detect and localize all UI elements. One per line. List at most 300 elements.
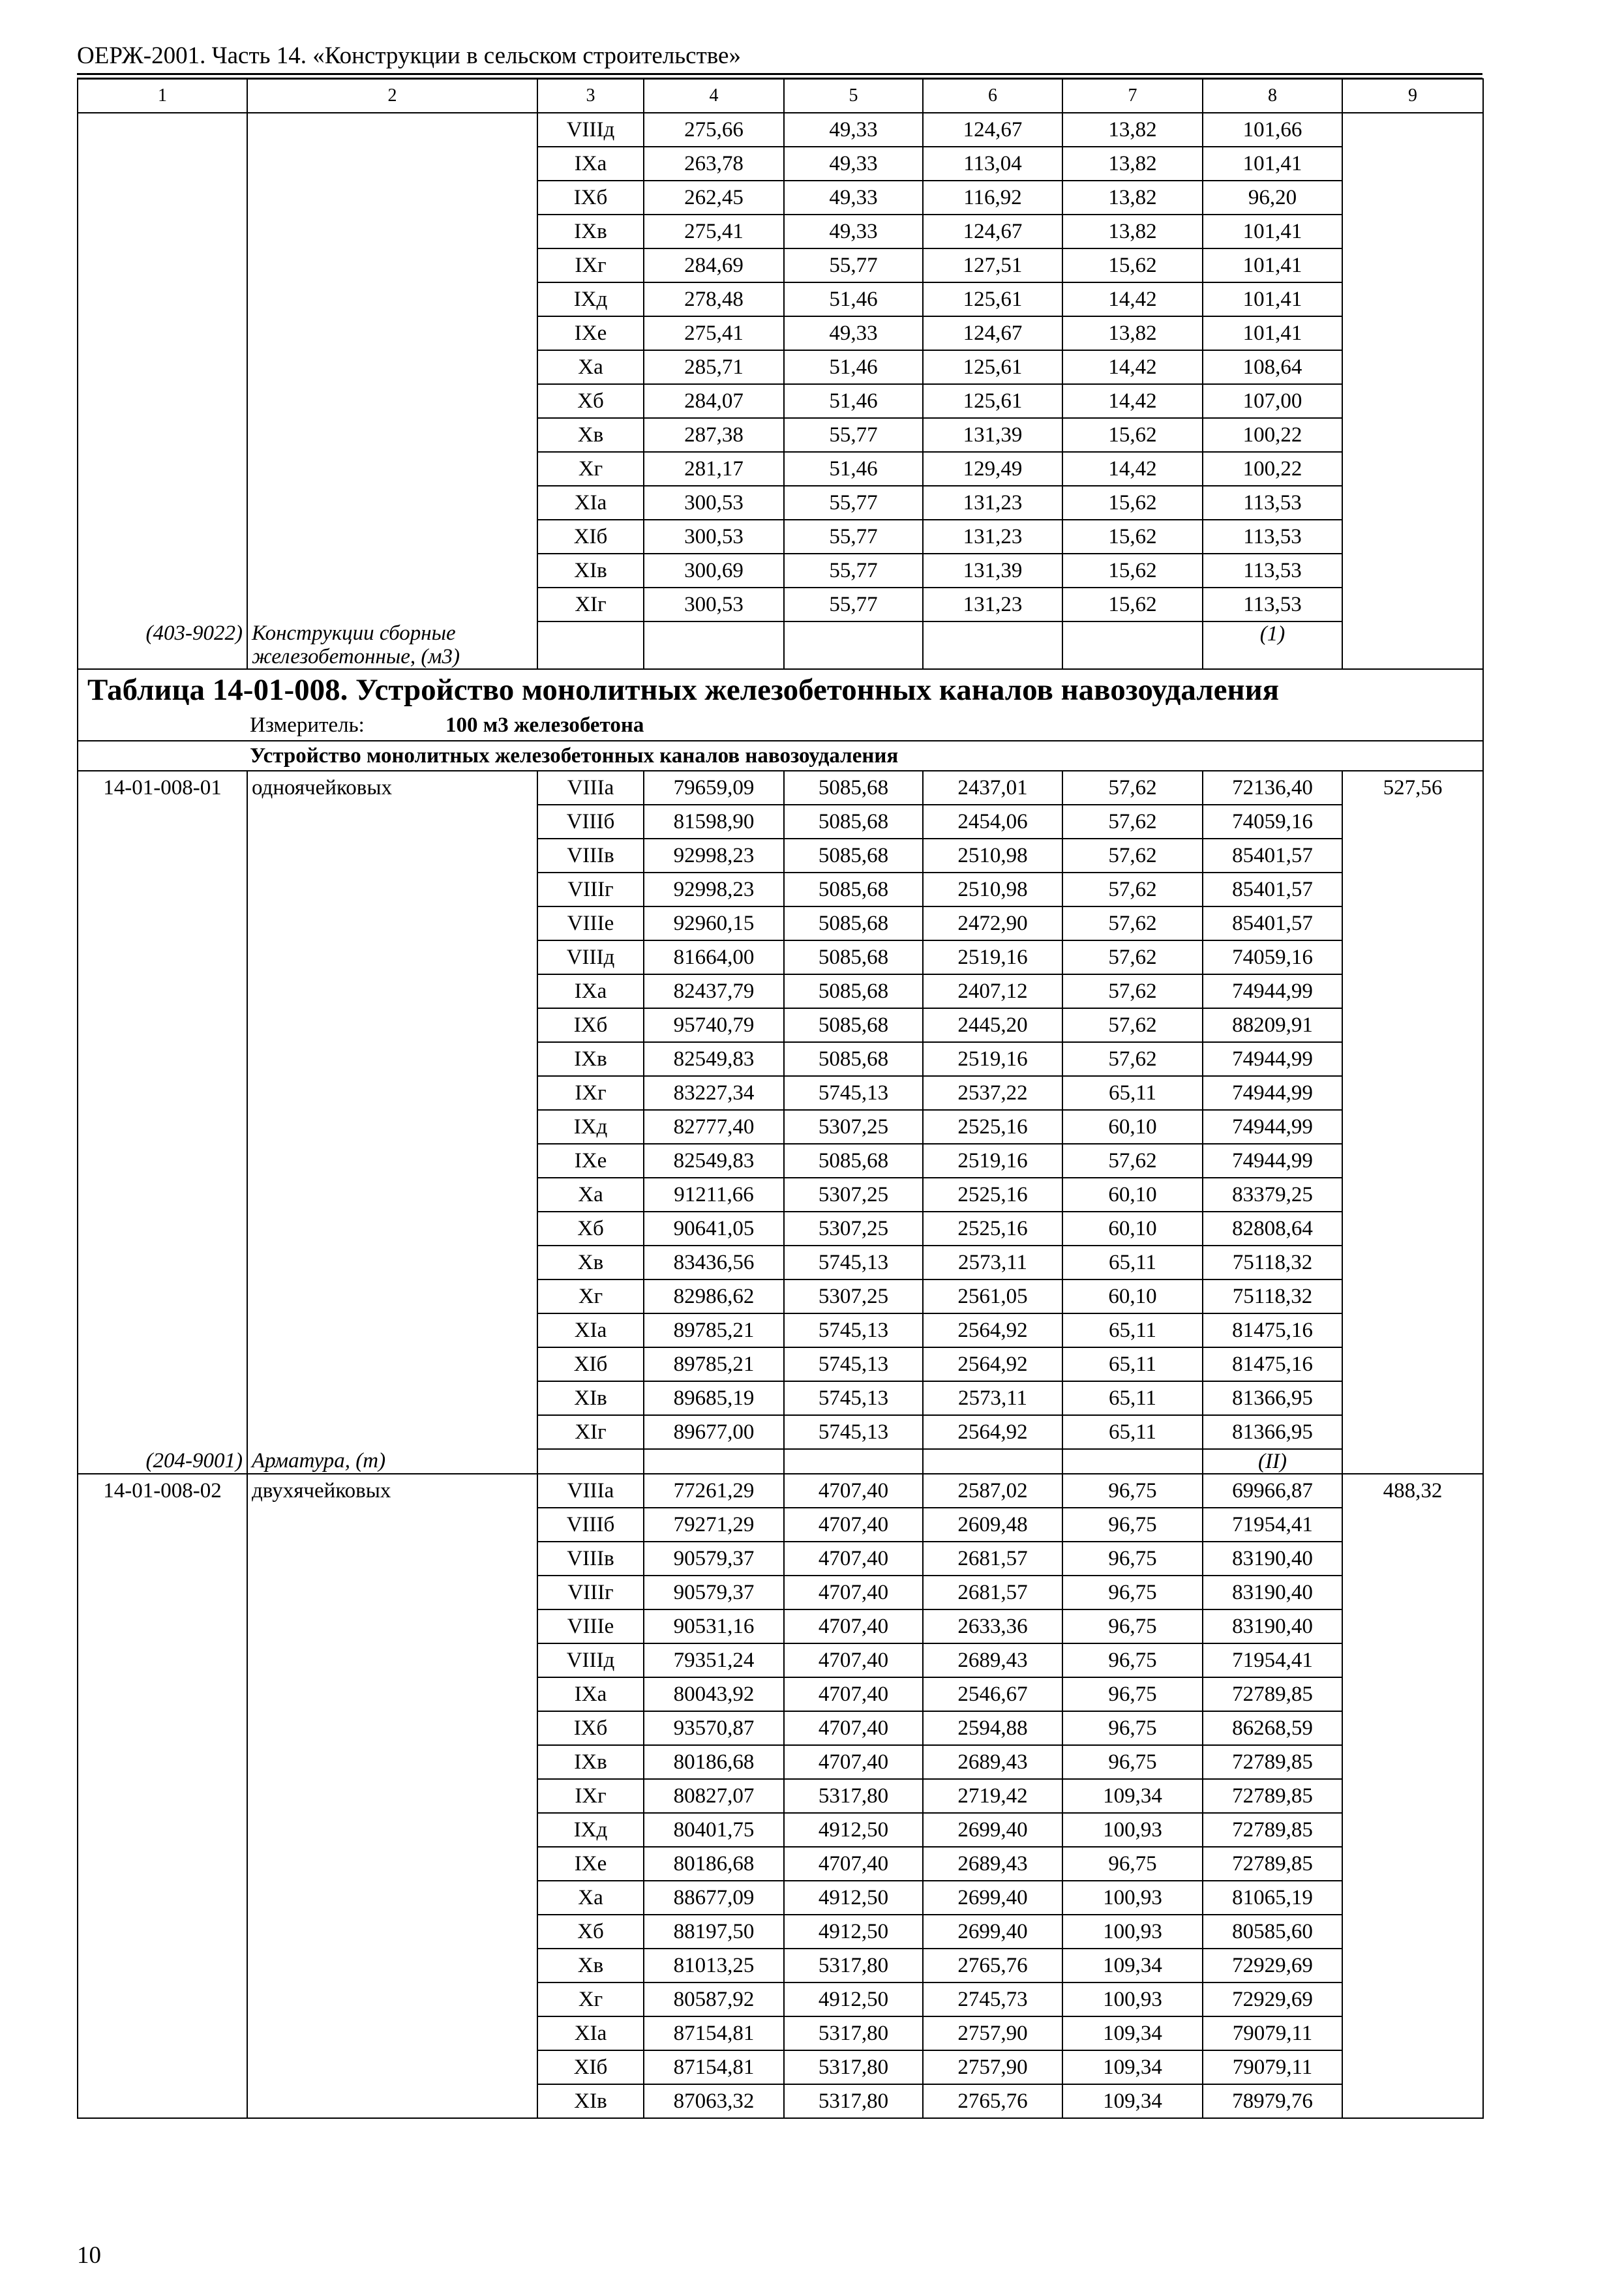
machinist-wages-cell: 96,75: [1062, 1745, 1203, 1779]
machines-cell: 2519,16: [923, 1144, 1062, 1178]
machines-cell: 2689,43: [923, 1745, 1062, 1779]
column-number-cell: 3: [537, 79, 644, 113]
column-number-cell: 5: [784, 79, 923, 113]
materials-cell: 100,22: [1203, 418, 1342, 452]
machines-cell: 2472,90: [923, 906, 1062, 940]
wages-cell: 5307,25: [784, 1279, 923, 1313]
materials-cell: 83190,40: [1203, 1576, 1342, 1609]
machinist-wages-cell: 96,75: [1062, 1474, 1203, 1508]
machinist-wages-cell: 57,62: [1062, 839, 1203, 873]
zone-cell: XIв: [537, 1381, 644, 1415]
machinist-wages-cell: 96,75: [1062, 1508, 1203, 1542]
machinist-wages-cell: 57,62: [1062, 805, 1203, 839]
wages-cell: 5745,13: [784, 1347, 923, 1381]
wages-cell: 51,46: [784, 350, 923, 384]
materials-cell: 72789,85: [1203, 1745, 1342, 1779]
machines-cell: 2564,92: [923, 1415, 1062, 1449]
zone-cell: VIIIе: [537, 1609, 644, 1643]
materials-cell: 81065,19: [1203, 1881, 1342, 1915]
machinist-wages-cell: 57,62: [1062, 873, 1203, 906]
materials-cell: 101,66: [1203, 113, 1342, 147]
labor-cell: 527,56: [1342, 771, 1483, 1449]
zone-cell: IXе: [537, 1144, 644, 1178]
materials-cell: 113,53: [1203, 486, 1342, 520]
materials-cell: 81475,16: [1203, 1313, 1342, 1347]
cost-cell: 275,41: [644, 215, 784, 248]
cost-cell: 281,17: [644, 452, 784, 486]
materials-cell: 79079,11: [1203, 2050, 1342, 2084]
machinist-wages-cell: 100,93: [1062, 1915, 1203, 1949]
cost-cell: 89785,21: [644, 1313, 784, 1347]
empty-cell: [784, 1449, 923, 1474]
machines-cell: 2699,40: [923, 1813, 1062, 1847]
zone-cell: Xб: [537, 1212, 644, 1246]
machines-cell: 2757,90: [923, 2016, 1062, 2050]
machinist-wages-cell: 65,11: [1062, 1381, 1203, 1415]
machinist-wages-cell: 65,11: [1062, 1076, 1203, 1110]
materials-cell: 88209,91: [1203, 1008, 1342, 1042]
zone-cell: Xа: [537, 350, 644, 384]
cost-cell: 80043,92: [644, 1677, 784, 1711]
meter-cell: [78, 710, 1483, 741]
table-row: [78, 113, 1483, 147]
price-cell: [1342, 113, 1483, 621]
materials-cell: 78979,76: [1203, 2084, 1342, 2118]
machinist-wages-cell: 109,34: [1062, 2016, 1203, 2050]
materials-cell: 83190,40: [1203, 1542, 1342, 1576]
wages-cell: 5745,13: [784, 1313, 923, 1347]
machines-cell: 2525,16: [923, 1212, 1062, 1246]
column-number-cell: 7: [1062, 79, 1203, 113]
wages-cell: 4912,50: [784, 1881, 923, 1915]
zone-cell: VIIIа: [537, 771, 644, 805]
wages-cell: 55,77: [784, 486, 923, 520]
machinist-wages-cell: 60,10: [1062, 1110, 1203, 1144]
wages-cell: 5745,13: [784, 1076, 923, 1110]
page-number: 10: [77, 2242, 101, 2269]
machinist-wages-cell: 65,11: [1062, 1246, 1203, 1279]
machinist-wages-cell: 57,62: [1062, 906, 1203, 940]
machines-cell: 131,23: [923, 486, 1062, 520]
machinist-wages-cell: 57,62: [1062, 1144, 1203, 1178]
wages-cell: 4707,40: [784, 1609, 923, 1643]
machines-cell: 131,23: [923, 520, 1062, 554]
materials-cell: 74944,99: [1203, 1144, 1342, 1178]
empty-cell: [1062, 621, 1203, 669]
zone-cell: IXд: [537, 1813, 644, 1847]
zone-cell: XIв: [537, 2084, 644, 2118]
zone-cell: Xг: [537, 1279, 644, 1313]
materials-cell: 113,53: [1203, 520, 1342, 554]
materials-cell: 72789,85: [1203, 1847, 1342, 1881]
wages-cell: 5307,25: [784, 1178, 923, 1212]
wages-cell: 4707,40: [784, 1643, 923, 1677]
zone-cell: IXб: [537, 1008, 644, 1042]
meter-value: 100 м3 железобетона: [445, 713, 644, 737]
machinist-wages-cell: 109,34: [1062, 2084, 1203, 2118]
zone-cell: VIIIв: [537, 1542, 644, 1576]
machinist-wages-cell: 15,62: [1062, 486, 1203, 520]
wages-cell: 4707,40: [784, 1677, 923, 1711]
wages-cell: 5745,13: [784, 1246, 923, 1279]
zone-cell: VIIIб: [537, 1508, 644, 1542]
cost-cell: 79659,09: [644, 771, 784, 805]
machines-cell: 124,67: [923, 215, 1062, 248]
zone-cell: Xг: [537, 452, 644, 486]
cost-cell: 263,78: [644, 147, 784, 181]
machinist-wages-cell: 57,62: [1062, 771, 1203, 805]
materials-cell: 113,53: [1203, 588, 1342, 621]
zone-cell: VIIIг: [537, 1576, 644, 1609]
rate-name-cell: одноячейковых: [247, 771, 537, 1449]
cost-cell: 92998,23: [644, 839, 784, 873]
cost-cell: 275,66: [644, 113, 784, 147]
zone-cell: VIIIд: [537, 940, 644, 974]
machinist-wages-cell: 65,11: [1062, 1313, 1203, 1347]
machinist-wages-cell: 100,93: [1062, 1982, 1203, 2016]
cost-cell: 80186,68: [644, 1745, 784, 1779]
cost-cell: 82986,62: [644, 1279, 784, 1313]
cost-cell: 90579,37: [644, 1542, 784, 1576]
machinist-wages-cell: 57,62: [1062, 940, 1203, 974]
zone-cell: Xв: [537, 1246, 644, 1279]
cost-cell: 80827,07: [644, 1779, 784, 1813]
wages-cell: 5085,68: [784, 974, 923, 1008]
materials-cell: 86268,59: [1203, 1711, 1342, 1745]
wages-cell: 5307,25: [784, 1110, 923, 1144]
zone-cell: VIIIд: [537, 1643, 644, 1677]
machines-cell: 2573,11: [923, 1246, 1062, 1279]
column-number-cell: 2: [247, 79, 537, 113]
cost-cell: 83227,34: [644, 1076, 784, 1110]
wages-cell: 55,77: [784, 588, 923, 621]
wages-cell: 5745,13: [784, 1381, 923, 1415]
machines-cell: 2564,92: [923, 1347, 1062, 1381]
wages-cell: 51,46: [784, 282, 923, 316]
machines-cell: 2573,11: [923, 1381, 1062, 1415]
rate-name-cell: двухячейковых: [247, 1474, 537, 2118]
column-number-cell: 1: [78, 79, 247, 113]
wages-cell: 5317,80: [784, 2050, 923, 2084]
zone-cell: Xа: [537, 1178, 644, 1212]
wages-cell: 5085,68: [784, 1008, 923, 1042]
resource-class: (1): [1203, 621, 1342, 669]
materials-cell: 72929,69: [1203, 1982, 1342, 2016]
machinist-wages-cell: 13,82: [1062, 113, 1203, 147]
zone-cell: IXв: [537, 1745, 644, 1779]
wages-cell: 4707,40: [784, 1711, 923, 1745]
machines-cell: 2745,73: [923, 1982, 1062, 2016]
materials-cell: 101,41: [1203, 248, 1342, 282]
cost-cell: 89677,00: [644, 1415, 784, 1449]
rate-code-cell: 14-01-008-01: [78, 771, 247, 1449]
meter-row: [78, 710, 1483, 741]
machinist-wages-cell: 100,93: [1062, 1881, 1203, 1915]
wages-cell: 4912,50: [784, 1915, 923, 1949]
materials-cell: 101,41: [1203, 316, 1342, 350]
machinist-wages-cell: 60,10: [1062, 1279, 1203, 1313]
cost-cell: 284,07: [644, 384, 784, 418]
meter-label: Измеритель:: [250, 713, 365, 737]
machinist-wages-cell: 96,75: [1062, 1576, 1203, 1609]
wages-cell: 5085,68: [784, 839, 923, 873]
materials-cell: 107,00: [1203, 384, 1342, 418]
materials-cell: 81475,16: [1203, 1347, 1342, 1381]
empty-cell: [784, 621, 923, 669]
wages-cell: 5317,80: [784, 2016, 923, 2050]
zone-cell: IXв: [537, 215, 644, 248]
materials-cell: 71954,41: [1203, 1643, 1342, 1677]
cost-cell: 82437,79: [644, 974, 784, 1008]
machinist-wages-cell: 60,10: [1062, 1178, 1203, 1212]
wages-cell: 5085,68: [784, 771, 923, 805]
machines-cell: 2454,06: [923, 805, 1062, 839]
materials-cell: 74944,99: [1203, 1042, 1342, 1076]
zone-cell: VIIIв: [537, 839, 644, 873]
zone-cell: Xг: [537, 1982, 644, 2016]
cost-cell: 82777,40: [644, 1110, 784, 1144]
machines-cell: 2564,92: [923, 1313, 1062, 1347]
table-title: Таблица 14-01-008. Устройство монолитных железобетонных каналов навозоудаления: [78, 669, 1483, 710]
wages-cell: 49,33: [784, 181, 923, 215]
materials-cell: 69966,87: [1203, 1474, 1342, 1508]
zone-cell: XIа: [537, 486, 644, 520]
cost-cell: 285,71: [644, 350, 784, 384]
machines-cell: 129,49: [923, 452, 1062, 486]
machines-cell: 2609,48: [923, 1508, 1062, 1542]
page-header-title: ОЕРЖ-2001. Часть 14. «Конструкции в сельском строительстве»: [77, 42, 741, 69]
materials-cell: 72136,40: [1203, 771, 1342, 805]
zone-cell: Xб: [537, 384, 644, 418]
materials-cell: 113,53: [1203, 554, 1342, 588]
zone-cell: Xв: [537, 418, 644, 452]
materials-cell: 74944,99: [1203, 974, 1342, 1008]
machines-cell: 2546,67: [923, 1677, 1062, 1711]
rates-table: [77, 78, 1484, 2119]
cost-cell: 300,53: [644, 520, 784, 554]
machinist-wages-cell: 57,62: [1062, 1008, 1203, 1042]
materials-cell: 100,22: [1203, 452, 1342, 486]
machinist-wages-cell: 14,42: [1062, 384, 1203, 418]
cost-cell: 90641,05: [644, 1212, 784, 1246]
cost-cell: 80587,92: [644, 1982, 784, 2016]
materials-cell: 71954,41: [1203, 1508, 1342, 1542]
zone-cell: IXг: [537, 1779, 644, 1813]
machinist-wages-cell: 60,10: [1062, 1212, 1203, 1246]
wages-cell: 55,77: [784, 520, 923, 554]
table-title-row: [78, 669, 1483, 710]
materials-cell: 74059,16: [1203, 940, 1342, 974]
materials-cell: 75118,32: [1203, 1246, 1342, 1279]
machines-cell: 125,61: [923, 384, 1062, 418]
wages-cell: 5745,13: [784, 1415, 923, 1449]
materials-cell: 83379,25: [1203, 1178, 1342, 1212]
materials-cell: 101,41: [1203, 147, 1342, 181]
empty-cell: [1342, 621, 1483, 669]
cost-cell: 77261,29: [644, 1474, 784, 1508]
zone-cell: IXб: [537, 1711, 644, 1745]
zone-cell: VIIIб: [537, 805, 644, 839]
wages-cell: 5307,25: [784, 1212, 923, 1246]
wages-cell: 5085,68: [784, 1042, 923, 1076]
machinist-wages-cell: 14,42: [1062, 350, 1203, 384]
cost-cell: 92998,23: [644, 873, 784, 906]
zone-cell: XIб: [537, 520, 644, 554]
zone-cell: IXв: [537, 1042, 644, 1076]
zone-cell: IXб: [537, 181, 644, 215]
machines-cell: 116,92: [923, 181, 1062, 215]
materials-cell: 85401,57: [1203, 873, 1342, 906]
materials-cell: 72789,85: [1203, 1813, 1342, 1847]
code-cell: [78, 113, 247, 621]
machinist-wages-cell: 15,62: [1062, 554, 1203, 588]
machinist-wages-cell: 96,75: [1062, 1643, 1203, 1677]
machinist-wages-cell: 13,82: [1062, 147, 1203, 181]
empty-cell: [644, 621, 784, 669]
cost-cell: 89785,21: [644, 1347, 784, 1381]
machines-cell: 2519,16: [923, 1042, 1062, 1076]
wages-cell: 51,46: [784, 452, 923, 486]
cost-cell: 88677,09: [644, 1881, 784, 1915]
empty-cell: [1062, 1449, 1203, 1474]
machines-cell: 131,39: [923, 418, 1062, 452]
cost-cell: 278,48: [644, 282, 784, 316]
cost-cell: 92960,15: [644, 906, 784, 940]
wages-cell: 49,33: [784, 113, 923, 147]
cost-cell: 82549,83: [644, 1144, 784, 1178]
cost-cell: 284,69: [644, 248, 784, 282]
zone-cell: IXд: [537, 282, 644, 316]
wages-cell: 55,77: [784, 418, 923, 452]
wages-cell: 4707,40: [784, 1542, 923, 1576]
labor-cell: 488,32: [1342, 1474, 1483, 2118]
rates-table-body: [78, 79, 1483, 2118]
wages-cell: 4707,40: [784, 1474, 923, 1508]
machines-cell: 2525,16: [923, 1178, 1062, 1212]
zone-cell: XIа: [537, 1313, 644, 1347]
zone-cell: VIIIе: [537, 906, 644, 940]
cost-cell: 300,69: [644, 554, 784, 588]
machines-cell: 127,51: [923, 248, 1062, 282]
machinist-wages-cell: 100,93: [1062, 1813, 1203, 1847]
cost-cell: 87154,81: [644, 2016, 784, 2050]
machinist-wages-cell: 109,34: [1062, 1949, 1203, 1982]
machinist-wages-cell: 96,75: [1062, 1609, 1203, 1643]
machines-cell: 2587,02: [923, 1474, 1062, 1508]
wages-cell: 4912,50: [784, 1813, 923, 1847]
resource-class: (II): [1203, 1449, 1342, 1474]
section-row: [78, 741, 1483, 771]
column-number-row: [78, 79, 1483, 113]
materials-cell: 96,20: [1203, 181, 1342, 215]
machines-cell: 2445,20: [923, 1008, 1062, 1042]
materials-cell: 83190,40: [1203, 1609, 1342, 1643]
machinist-wages-cell: 13,82: [1062, 215, 1203, 248]
cost-cell: 89685,19: [644, 1381, 784, 1415]
machines-cell: 2689,43: [923, 1847, 1062, 1881]
wages-cell: 4707,40: [784, 1576, 923, 1609]
empty-cell: [537, 621, 644, 669]
machinist-wages-cell: 15,62: [1062, 588, 1203, 621]
zone-cell: Xа: [537, 1881, 644, 1915]
machinist-wages-cell: 15,62: [1062, 418, 1203, 452]
machinist-wages-cell: 14,42: [1062, 452, 1203, 486]
zone-cell: Xб: [537, 1915, 644, 1949]
machinist-wages-cell: 109,34: [1062, 1779, 1203, 1813]
cost-cell: 90579,37: [644, 1576, 784, 1609]
rate-code-cell: 14-01-008-02: [78, 1474, 247, 2118]
cost-cell: 81664,00: [644, 940, 784, 974]
machines-cell: 2633,36: [923, 1609, 1062, 1643]
wages-cell: 49,33: [784, 316, 923, 350]
zone-cell: IXг: [537, 1076, 644, 1110]
zone-cell: VIIIд: [537, 113, 644, 147]
resource-code: (403-9022): [78, 621, 247, 669]
column-number-cell: 8: [1203, 79, 1342, 113]
zone-cell: XIб: [537, 2050, 644, 2084]
materials-cell: 74059,16: [1203, 805, 1342, 839]
annotation-row: [78, 621, 1483, 669]
cost-cell: 93570,87: [644, 1711, 784, 1745]
machines-cell: 2719,42: [923, 1779, 1062, 1813]
materials-cell: 81366,95: [1203, 1381, 1342, 1415]
machines-cell: 2699,40: [923, 1881, 1062, 1915]
wages-cell: 55,77: [784, 248, 923, 282]
machinist-wages-cell: 96,75: [1062, 1847, 1203, 1881]
machines-cell: 2699,40: [923, 1915, 1062, 1949]
cost-cell: 287,38: [644, 418, 784, 452]
machines-cell: 2525,16: [923, 1110, 1062, 1144]
machinist-wages-cell: 13,82: [1062, 316, 1203, 350]
wages-cell: 49,33: [784, 215, 923, 248]
materials-cell: 74944,99: [1203, 1110, 1342, 1144]
machines-cell: 125,61: [923, 350, 1062, 384]
materials-cell: 82808,64: [1203, 1212, 1342, 1246]
wages-cell: 4707,40: [784, 1508, 923, 1542]
zone-cell: XIг: [537, 588, 644, 621]
materials-cell: 79079,11: [1203, 2016, 1342, 2050]
zone-cell: XIг: [537, 1415, 644, 1449]
machines-cell: 2537,22: [923, 1076, 1062, 1110]
machines-cell: 2681,57: [923, 1542, 1062, 1576]
materials-cell: 101,41: [1203, 282, 1342, 316]
resource-code: (204-9001): [78, 1449, 247, 1474]
materials-cell: 101,41: [1203, 215, 1342, 248]
table-row: [78, 1474, 1483, 1508]
machines-cell: 2561,05: [923, 1279, 1062, 1313]
materials-cell: 72929,69: [1203, 1949, 1342, 1982]
cost-cell: 87154,81: [644, 2050, 784, 2084]
machines-cell: 2407,12: [923, 974, 1062, 1008]
table-row: [78, 771, 1483, 805]
machines-cell: 2519,16: [923, 940, 1062, 974]
materials-cell: 85401,57: [1203, 906, 1342, 940]
cost-cell: 80401,75: [644, 1813, 784, 1847]
machines-cell: 2757,90: [923, 2050, 1062, 2084]
cost-cell: 79271,29: [644, 1508, 784, 1542]
wages-cell: 5085,68: [784, 805, 923, 839]
wages-cell: 5317,80: [784, 1779, 923, 1813]
machines-cell: 2765,76: [923, 1949, 1062, 1982]
empty-cell: [1342, 1449, 1483, 1474]
machines-cell: 2437,01: [923, 771, 1062, 805]
machinist-wages-cell: 65,11: [1062, 1415, 1203, 1449]
machines-cell: 131,39: [923, 554, 1062, 588]
materials-cell: 72789,85: [1203, 1677, 1342, 1711]
machines-cell: 2765,76: [923, 2084, 1062, 2118]
wages-cell: 5085,68: [784, 1144, 923, 1178]
materials-cell: 75118,32: [1203, 1279, 1342, 1313]
